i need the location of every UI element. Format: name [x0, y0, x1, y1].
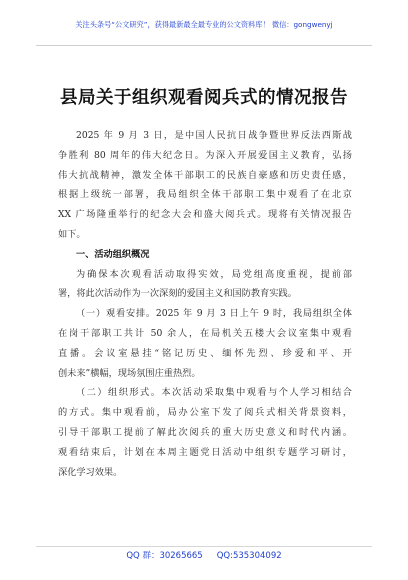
section-heading-text: 一、活动组织概况 — [76, 248, 150, 260]
text-line: 引导干部职工提前了解此次阅兵的重大历史意义和时代内涵。 — [58, 426, 352, 438]
qq-number-text: QQ:535304092 — [216, 551, 282, 561]
text-line: 在岗干部职工共计 50 余人，在局机关五楼大会议室集中观看 — [58, 327, 352, 339]
text-line: 观看结束后，计划在本周主题党日活动中组织专题学习研讨， — [58, 446, 352, 458]
intro-paragraph — [58, 126, 352, 245]
text-line: 争胜利 80 周年的伟大纪念日。为深入开展爱国主义教育，弘扬 — [58, 149, 352, 161]
text-line: 深化学习效果。 — [58, 466, 123, 478]
text-line: 直播。会议室悬挂“铭记历史、缅怀先烈、珍爱和平、开 — [58, 347, 352, 359]
text-line: 为确保本次观看活动取得实效，局党组高度重视，提前部 — [76, 268, 352, 280]
text-line: 伟大抗战精神，激发全体干部职工的民族自豪感和历史责任感， — [58, 169, 352, 181]
text-line: 2025 年 9 月 3 日，是中国人民抗日战争暨世界反法西斯战 — [76, 130, 352, 141]
text-line: 如下。 — [58, 228, 86, 240]
text-line: 创未来”横幅，现场氛围庄重热烈。 — [58, 367, 201, 379]
footer-contact — [0, 549, 408, 561]
organization-form-paragraph — [58, 383, 352, 482]
document-body — [58, 126, 352, 482]
footer-divider — [36, 546, 372, 547]
text-line: 的方式。集中观看前，局办公室下发了阅兵式相关背景资料， — [58, 407, 352, 419]
viewing-arrangement-paragraph — [58, 304, 352, 383]
promo-banner: 关注头条号“公文研究”，获得最新最全最专业的公文资料库！ 微信：gongwenyj — [75, 20, 333, 29]
qq-group-text: QQ 群：30265665 — [126, 551, 203, 561]
text-line: （二）组织形式。本次活动采取集中观看与个人学习相结合 — [76, 387, 352, 399]
header-divider — [36, 45, 372, 46]
text-line: 署，将此次活动作为一次深刻的爱国主义和国防教育实践。 — [58, 288, 297, 300]
section-heading — [58, 245, 352, 265]
document-title: 县局关于组织观看阅兵式的情况报告 — [60, 88, 348, 108]
section-paragraph — [58, 265, 352, 305]
text-line: 根据上级统一部署，我局组织全体干部职工集中观看了在北京 — [58, 189, 352, 201]
text-line: （一）观看安排。2025 年 9 月 3 日上午 9 时，我局组织全体 — [76, 308, 352, 320]
text-line: XX 广场隆重举行的纪念大会和盛大阅兵式。现将有关情况报告 — [58, 209, 352, 221]
